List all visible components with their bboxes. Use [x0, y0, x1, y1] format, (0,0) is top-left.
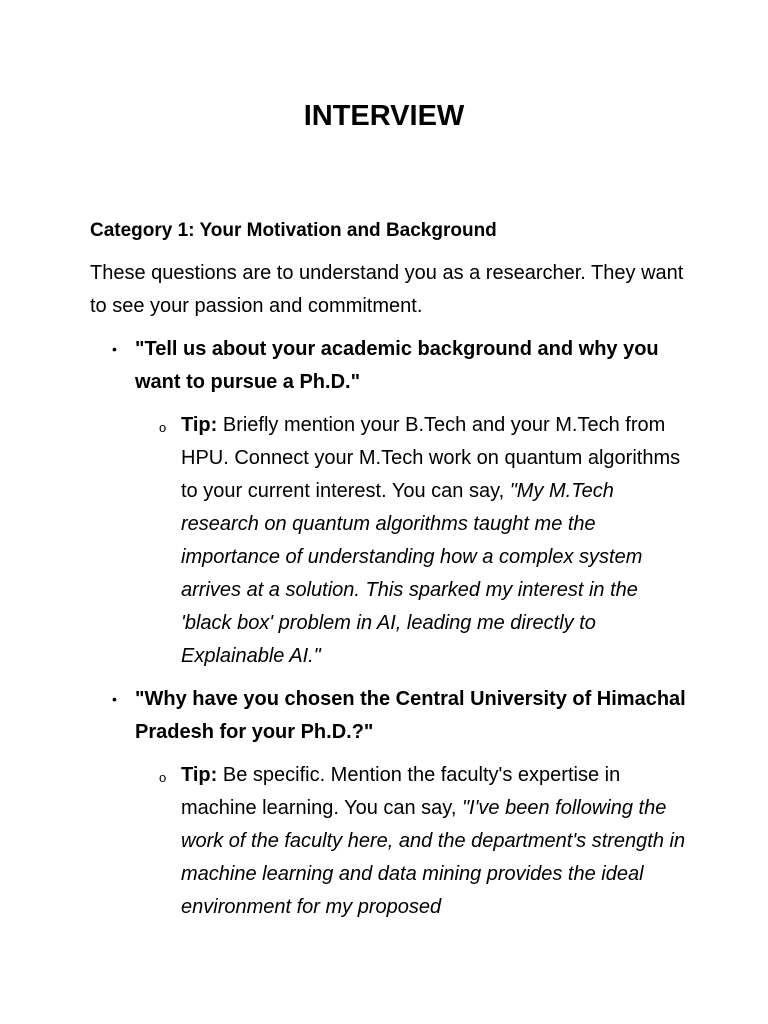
tip-body: Briefly mention your B.Tech and your M.Tech from HPU. Connect your M.Tech work on quantum algorithms to your current interest. You can say, — [181, 414, 681, 502]
document-title: INTERVIEW — [303, 100, 465, 132]
bullet-dot-icon: • — [112, 341, 117, 357]
question-item — [90, 333, 690, 673]
bullet-circle-icon: o — [159, 770, 167, 785]
tip-label: Tip: — [181, 414, 218, 436]
bullet-dot-icon: • — [112, 691, 117, 707]
tip-label: Tip: — [181, 764, 218, 786]
tip-quote: "I've been following the work of the faculty here, and the department's strength in machine learning and data mining provides the ideal environment for my proposed — [181, 797, 686, 918]
tip-list — [135, 409, 690, 673]
question-text: "Tell us about your academic background and why you want to pursue a Ph.D." — [135, 338, 659, 393]
document-body — [90, 214, 690, 934]
tip-item — [135, 409, 690, 673]
question-text: "Why have you chosen the Central University of Himachal Pradesh for your Ph.D.?" — [135, 688, 686, 743]
tip-quote: "My M.Tech research on quantum algorithms taught me the importance of understanding how a complex system arrives at a solution. This sparked my interest in the 'black box' problem in AI, leading me directly to Explainable AI." — [181, 480, 643, 667]
tip-body: Be specific. Mention the faculty's expertise in machine learning. You can say, — [181, 764, 621, 819]
question-item — [90, 683, 690, 924]
category-heading: Category 1: Your Motivation and Background — [90, 220, 497, 241]
tip-item — [135, 759, 690, 924]
category-intro: These questions are to understand you as a researcher. They want to see your passion and commitment. — [90, 262, 684, 317]
tip-list — [135, 759, 690, 924]
question-list — [90, 333, 690, 924]
bullet-circle-icon: o — [159, 420, 167, 435]
